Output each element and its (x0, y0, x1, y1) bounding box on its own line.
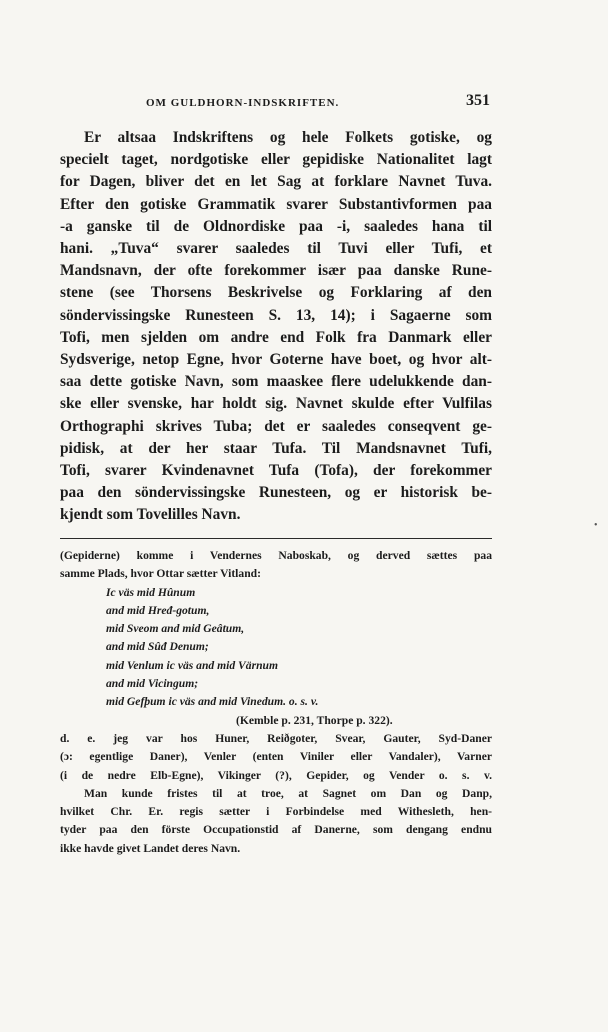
verse-line: Ic väs mid Hûnum (106, 585, 196, 599)
text-line: for Dagen, bliver det en let Sag at forklare Navnet Tuva. (60, 173, 492, 191)
text-line: pidisk, at der her staar Tufa. Til Mandsnavnet Tufi, (60, 439, 492, 457)
text-line: kjendt som Tovelilles Navn. (60, 506, 241, 524)
text-line: söndervissingske Runesteen S. 13, 14); i Sagaerne som (60, 306, 492, 324)
text-line: specielt taget, nordgotiske eller gepidiske Nationalitet lagt (60, 151, 492, 169)
text-line: Efter den gotiske Grammatik svarer Substantivformen paa (60, 195, 492, 213)
running-title: OM GULDHORN-INDSKRIFTEN. (146, 97, 340, 109)
text-line: Mandsnavn, der ofte forekommer især paa danske Rune- (60, 262, 492, 280)
text-line: ske eller svenske, har holdt sig. Navnet skulde efter Vulfilas (60, 395, 492, 413)
text-line: stene (see Thorsens Beskrivelse og Forklaring af den (60, 284, 492, 302)
verse-line: and mid Vicingum; (106, 677, 199, 691)
main-text (60, 127, 492, 527)
footnote-line: ikke havde givet Landet deres Navn. (60, 841, 241, 855)
footnote-line: Man kunde fristes til at troe, at Sagnet om Dan og Danp, (84, 786, 492, 800)
footnote-line: samme Plads, hvor Ottar sætter Vitland: (60, 567, 261, 581)
page-number: 351 (466, 92, 490, 109)
citation: (Kemble p. 231, Thorpe p. 322). (236, 713, 393, 727)
text-line: Sydsverige, netop Egne, hvor Goterne have boet, og hvor alt- (60, 351, 492, 369)
text-line: paa den söndervissingske Runesteen, og er historisk be- (60, 484, 492, 502)
verse-line: and mid Hređ-gotum, (106, 603, 210, 617)
text-line: saa dette gotiske Navn, som maaskee flere udelukkende dan- (60, 373, 492, 391)
footnote (60, 547, 492, 858)
verse-line: mid Venlum ic väs and mid Värnum (106, 658, 279, 672)
verse-line: and mid Sûđ Denum; (106, 640, 209, 654)
verse-line: mid Sveom and mid Geâtum, (106, 622, 245, 636)
text-line: hani. „Tuva“ svarer saaledes til Tuvi eller Tufi, et (60, 240, 492, 258)
footnote-line: hvilket Chr. Er. regis sætter i Forbindelse med Withesleth, hen- (60, 805, 492, 819)
running-header (60, 93, 490, 113)
text-line: Er altsaa Indskriftens og hele Folkets gotiske, og (84, 129, 492, 146)
footnote-line: tyder paa den förste Occupationstid af Danerne, som dengang endnu (60, 823, 492, 837)
footnote-line: d. e. jeg var hos Huner, Reiðgoter, Svear, Gauter, Syd-Daner (60, 731, 492, 745)
text-line: Orthographi skrives Tuba; det er saaledes conseqvent ge- (60, 417, 492, 435)
text-line: Tofi, men sjelden om andre end Folk fra Danmark eller (60, 328, 492, 346)
text-line: Tofi, svarer Kvindenavnet Tufa (Tofa), der forekommer (60, 462, 492, 480)
footnote-separator (60, 538, 492, 539)
footnote-line: (Gepiderne) komme i Vendernes Naboskab, og derved sættes paa (60, 549, 492, 562)
footnote-line: (i de nedre Elb-Egne), Vikinger (?), Gepider, og Vender o. s. v. (60, 768, 492, 782)
footnote-line: (ɔ: egentlige Daner), Venler (enten Viniler eller Vandaler), Varner (60, 750, 492, 764)
margin-mark: • (594, 520, 598, 531)
verse-line: mid Gefþum ic väs and mid Vinedum. o. s. v. (106, 695, 319, 709)
text-line: -a ganske til de Oldnordiske paa -i, saaledes hana til (60, 217, 492, 235)
